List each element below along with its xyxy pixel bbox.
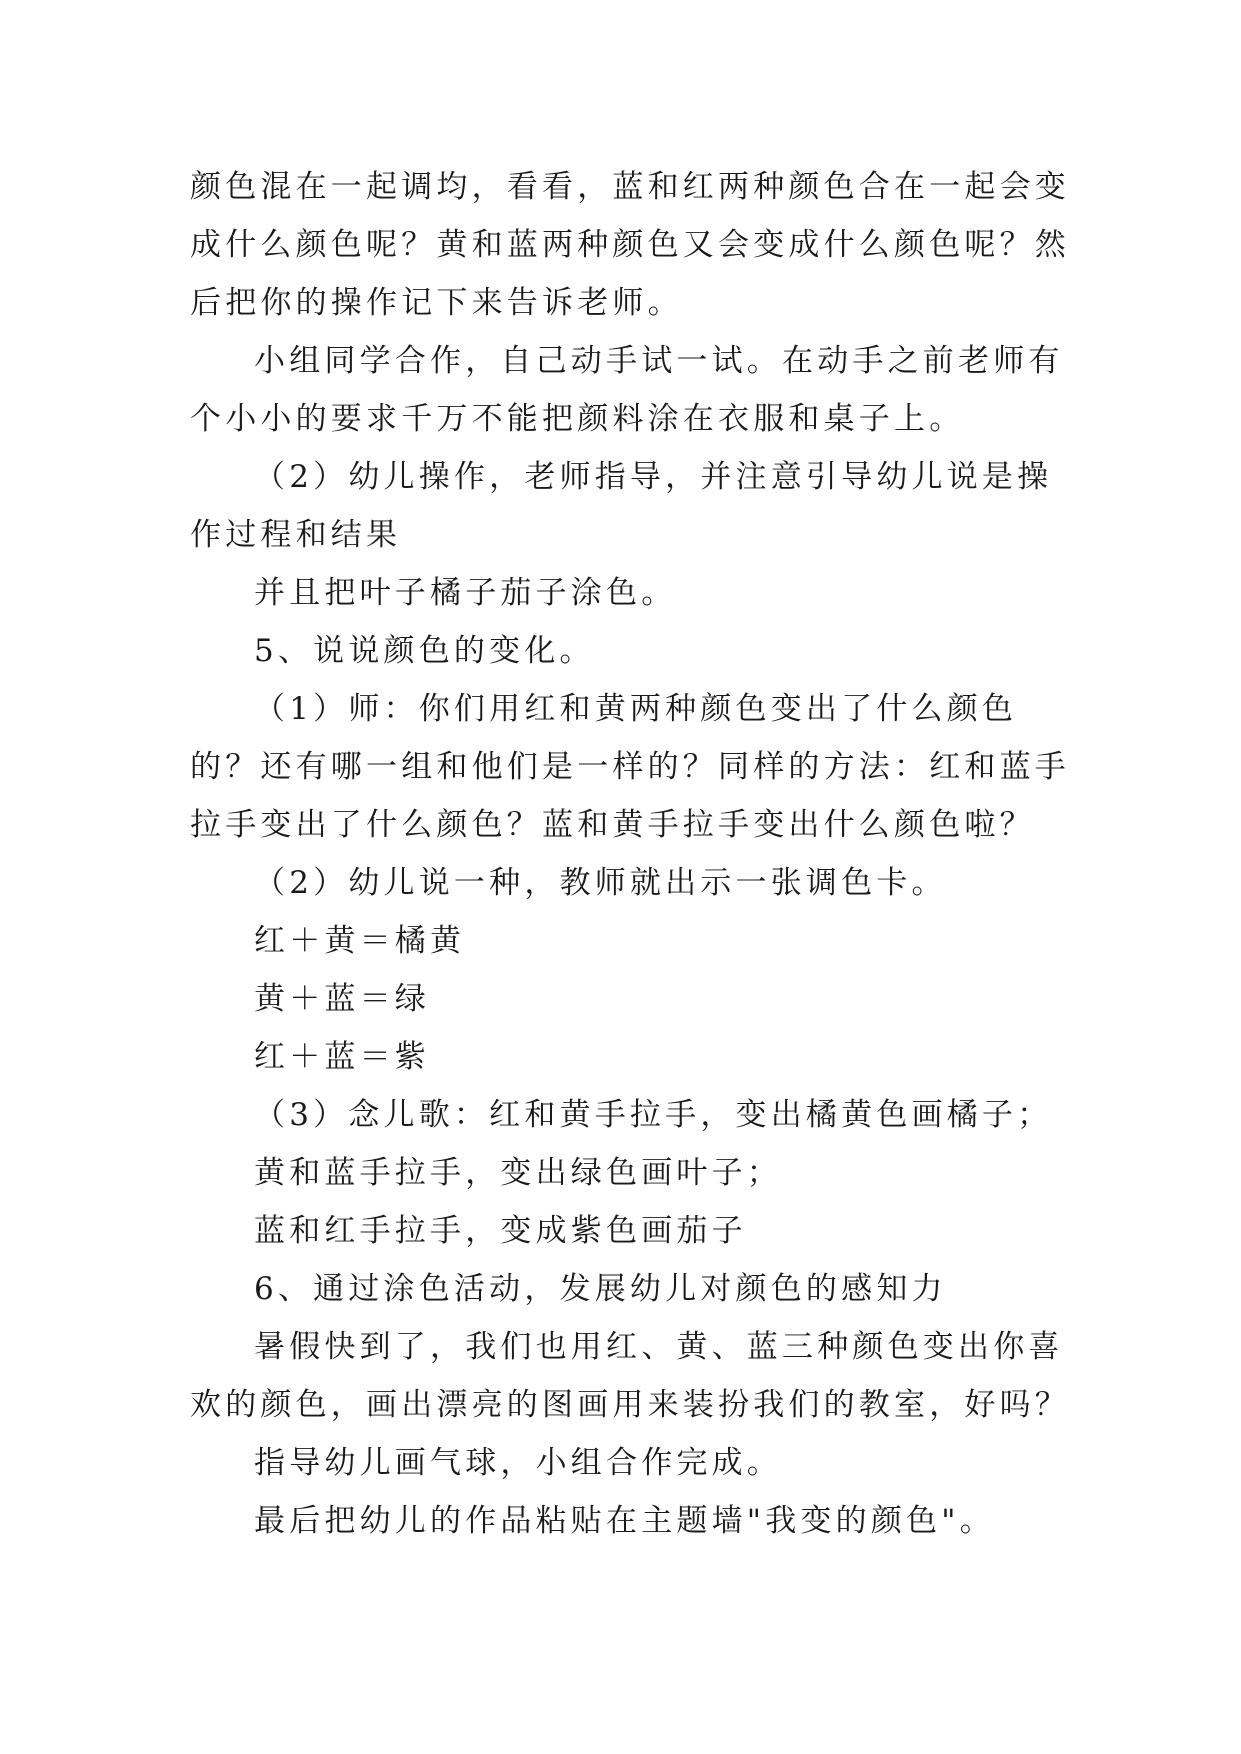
paragraph: 并且把叶子橘子茄子涂色。 bbox=[254, 575, 677, 611]
paragraph: 蓝和红手拉手，变成紫色画茄子 bbox=[254, 1213, 747, 1249]
paragraph: 最后把幼儿的作品粘贴在主题墙"我变的颜色"。 bbox=[254, 1503, 995, 1539]
paragraph: （2）幼儿说一种，教师就出示一张调色卡。 bbox=[254, 865, 947, 901]
paragraph: 5、说说颜色的变化。 bbox=[254, 633, 595, 669]
paragraph: 红＋蓝＝紫 bbox=[254, 1039, 430, 1075]
paragraph: （1）师：你们用红和黄两种颜色变出了什么颜色的？还有哪一组和他们是一样的？同样的方法：红和蓝手拉手变出了什么颜色？蓝和黄手拉手变出什么颜色啦？ bbox=[190, 691, 1070, 843]
paragraph: 黄＋蓝＝绿 bbox=[254, 981, 430, 1017]
paragraph: 6、通过涂色活动，发展幼儿对颜色的感知力 bbox=[254, 1271, 947, 1307]
paragraph: （2）幼儿操作，老师指导，并注意引导幼儿说是操作过程和结果 bbox=[190, 459, 1053, 553]
paragraph: 颜色混在一起调均，看看，蓝和红两种颜色合在一起会变成什么颜色呢？黄和蓝两种颜色又会变成什么颜色呢？然后把你的操作记下来告诉老师。 bbox=[190, 169, 1070, 321]
paragraph: 小组同学合作，自己动手试一试。在动手之前老师有个小小的要求千万不能把颜料涂在衣服和桌子上。 bbox=[190, 343, 1064, 437]
paragraph: 黄和蓝手拉手，变出绿色画叶子； bbox=[254, 1155, 782, 1191]
paragraph: （3）念儿歌：红和黄手拉手，变出橘黄色画橘子； bbox=[254, 1097, 1053, 1133]
paragraph: 暑假快到了，我们也用红、黄、蓝三种颜色变出你喜欢的颜色，画出漂亮的图画用来装扮我们的教室，好吗？ bbox=[190, 1329, 1070, 1423]
paragraph: 红＋黄＝橘黄 bbox=[254, 923, 466, 959]
paragraph: 指导幼儿画气球，小组合作完成。 bbox=[254, 1445, 782, 1481]
